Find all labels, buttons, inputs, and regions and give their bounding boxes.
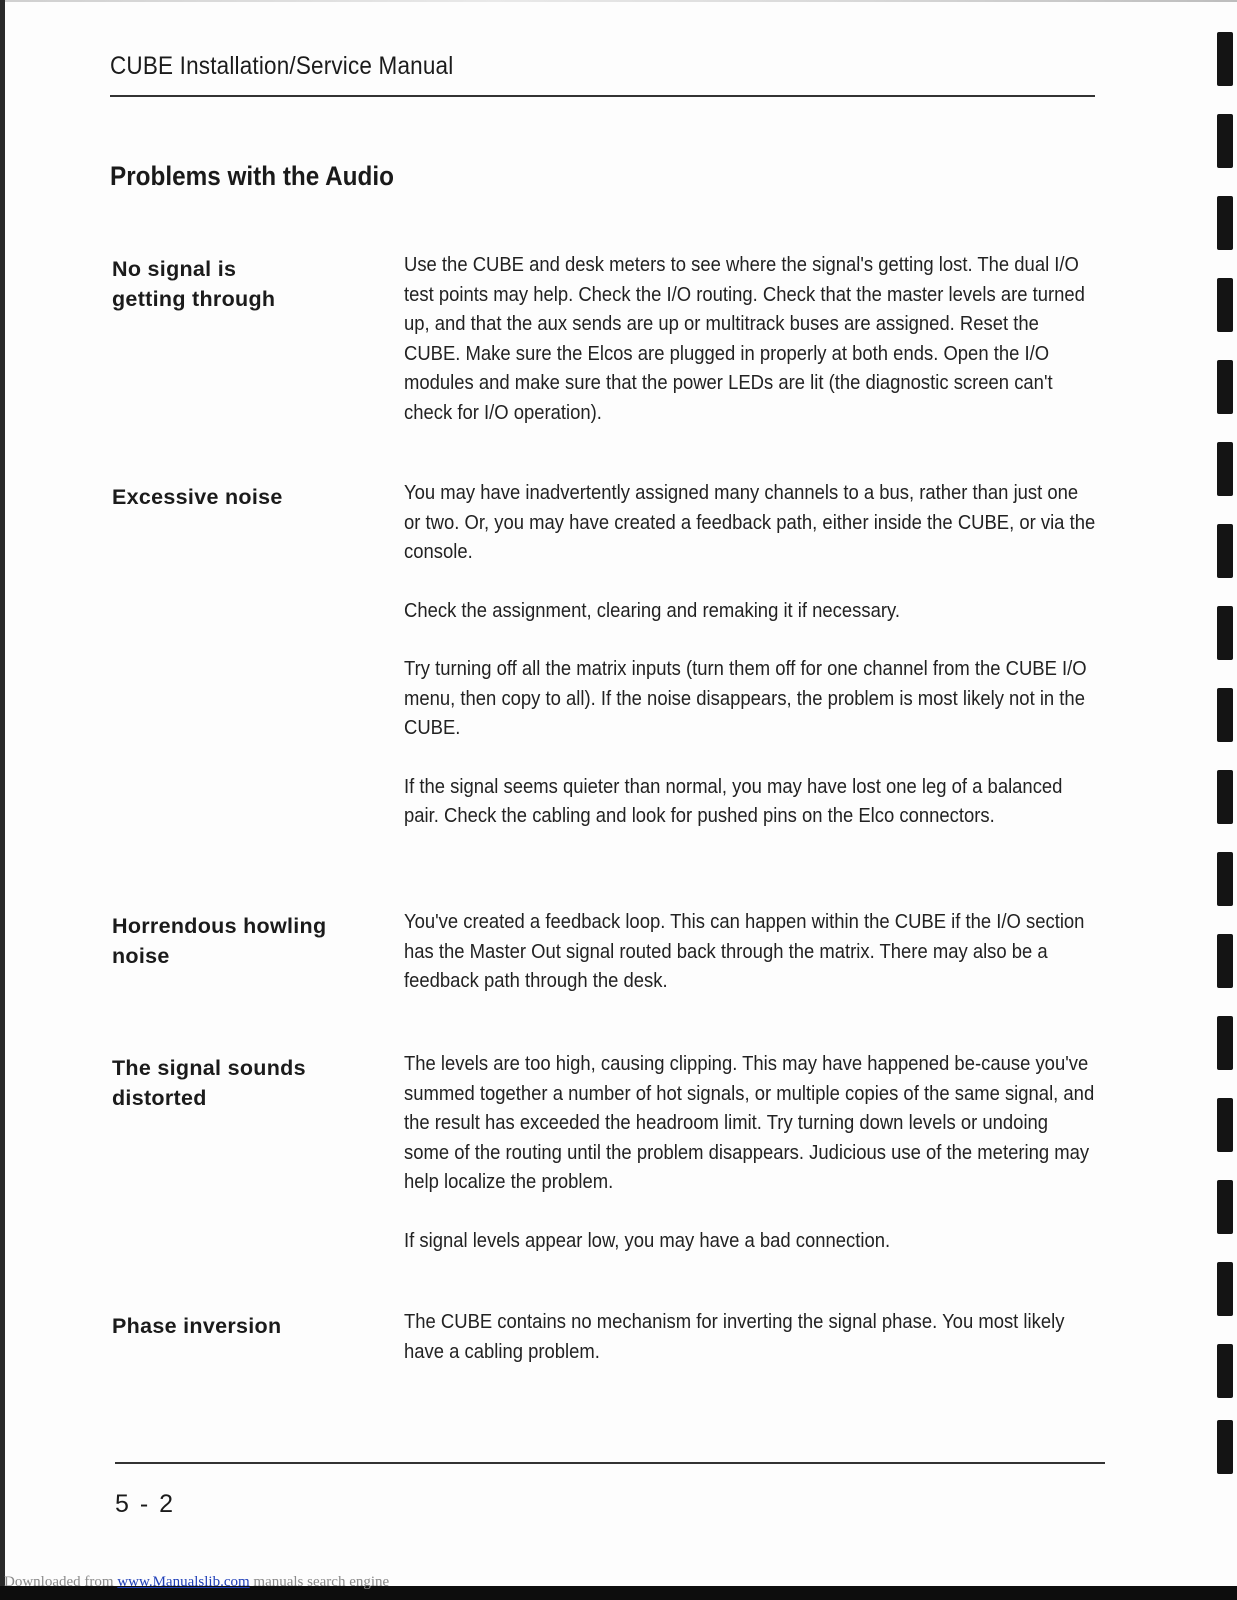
problem-label-line: distorted <box>112 1086 207 1110</box>
tab-mark <box>1217 114 1233 168</box>
description-paragraph: You've created a feedback loop. This can happen within the CUBE if the I/O section has the Master Out signal routed back through the matrix. There may also be a feedback path through the desk. <box>404 910 1085 992</box>
problem-label-excessive-noise <box>112 482 402 512</box>
tab-mark <box>1217 688 1233 742</box>
problem-label-phase-inversion <box>112 1311 402 1341</box>
problem-description-excessive-noise <box>404 478 1104 860</box>
tab-mark <box>1217 606 1233 660</box>
description-paragraph: Check the assignment, clearing and remaking it if necessary. <box>404 598 900 622</box>
tab-mark <box>1217 32 1233 86</box>
problem-label-line: Phase inversion <box>112 1314 282 1338</box>
description-paragraph: If the signal seems quieter than normal, you may have lost one leg of a balanced pair. Check the cabling and look for pushed pins on the Elco connectors. <box>404 774 1063 827</box>
tab-mark <box>1217 278 1233 332</box>
binding-tab-marks <box>1197 0 1237 1600</box>
watermark-suffix: manuals search engine <box>249 1574 390 1590</box>
watermark-link[interactable]: www.Manualslib.com <box>117 1574 250 1590</box>
download-watermark <box>4 1574 389 1591</box>
watermark-prefix: Downloaded from <box>4 1574 118 1590</box>
description-paragraph: Use the CUBE and desk meters to see where the signal's getting lost. The dual I/O test points may help. Check the I/O routing. Check that the master levels are turned up, and that the aux sends are up or multitrack buses are assigned. Reset the CUBE. Make sure the Elcos are plugged in properly at both ends. Open the I/O modules and make sure that the power LEDs are lit (the diagnostic screen can't check for I/O operation). <box>404 253 1085 424</box>
tab-mark <box>1217 360 1233 414</box>
tab-mark <box>1217 934 1233 988</box>
description-paragraph: The CUBE contains no mechanism for inverting the signal phase. You most likely have a cabling problem. <box>404 1310 1065 1363</box>
problem-label-line: The signal sounds <box>112 1056 306 1080</box>
problem-label-no-signal <box>112 254 402 314</box>
tab-mark <box>1217 442 1233 496</box>
tab-mark <box>1217 852 1233 906</box>
tab-mark <box>1217 1420 1233 1474</box>
problem-label-line: Horrendous howling <box>112 914 327 938</box>
problem-label-line: No signal is <box>112 257 237 281</box>
problem-label-line: noise <box>112 944 170 968</box>
tab-mark <box>1217 1016 1233 1070</box>
description-paragraph: Try turning off all the matrix inputs (turn them off for one channel from the CUBE I/O menu, then copy to all). If the noise disappears, the problem is most likely not in the CUBE. <box>404 657 1087 739</box>
problem-label-distorted <box>112 1053 402 1113</box>
description-paragraph: The levels are too high, causing clipping. This may have happened be-cause you've summed together a number of hot signals, or multiple copies of the same signal, and the result has exceeded the headroom limit. Try turning down levels or undoing some of the routing until the problem disappears. Judicious use of the metering may help localize the problem. <box>404 1052 1095 1193</box>
scan-left-edge <box>0 0 5 1600</box>
tab-mark <box>1217 524 1233 578</box>
page-number: 5 - 2 <box>115 1490 176 1518</box>
header-divider <box>110 95 1095 97</box>
tab-mark <box>1217 196 1233 250</box>
footer-divider <box>115 1462 1105 1464</box>
section-heading: Problems with the Audio <box>110 161 394 191</box>
tab-mark <box>1217 1098 1233 1152</box>
running-header-title: CUBE Installation/Service Manual <box>110 52 454 80</box>
description-paragraph: You may have inadvertently assigned many channels to a bus, rather than just one or two. Or, you may have created a feedback path, either inside the CUBE, or via the console. <box>404 481 1096 563</box>
problem-description-howling-noise <box>404 907 1104 1025</box>
problem-description-phase-inversion <box>404 1307 1104 1395</box>
problem-description-distorted <box>404 1049 1104 1284</box>
scan-top-edge <box>0 0 1237 2</box>
problem-label-line: getting through <box>112 287 276 311</box>
tab-mark <box>1217 1344 1233 1398</box>
tab-mark <box>1217 770 1233 824</box>
tab-mark <box>1217 1262 1233 1316</box>
problem-label-howling-noise <box>112 911 402 971</box>
description-paragraph: If signal levels appear low, you may have a bad connection. <box>404 1228 891 1252</box>
tab-mark <box>1217 1180 1233 1234</box>
problem-label-line: Excessive noise <box>112 485 283 509</box>
problem-description-no-signal <box>404 250 1104 456</box>
